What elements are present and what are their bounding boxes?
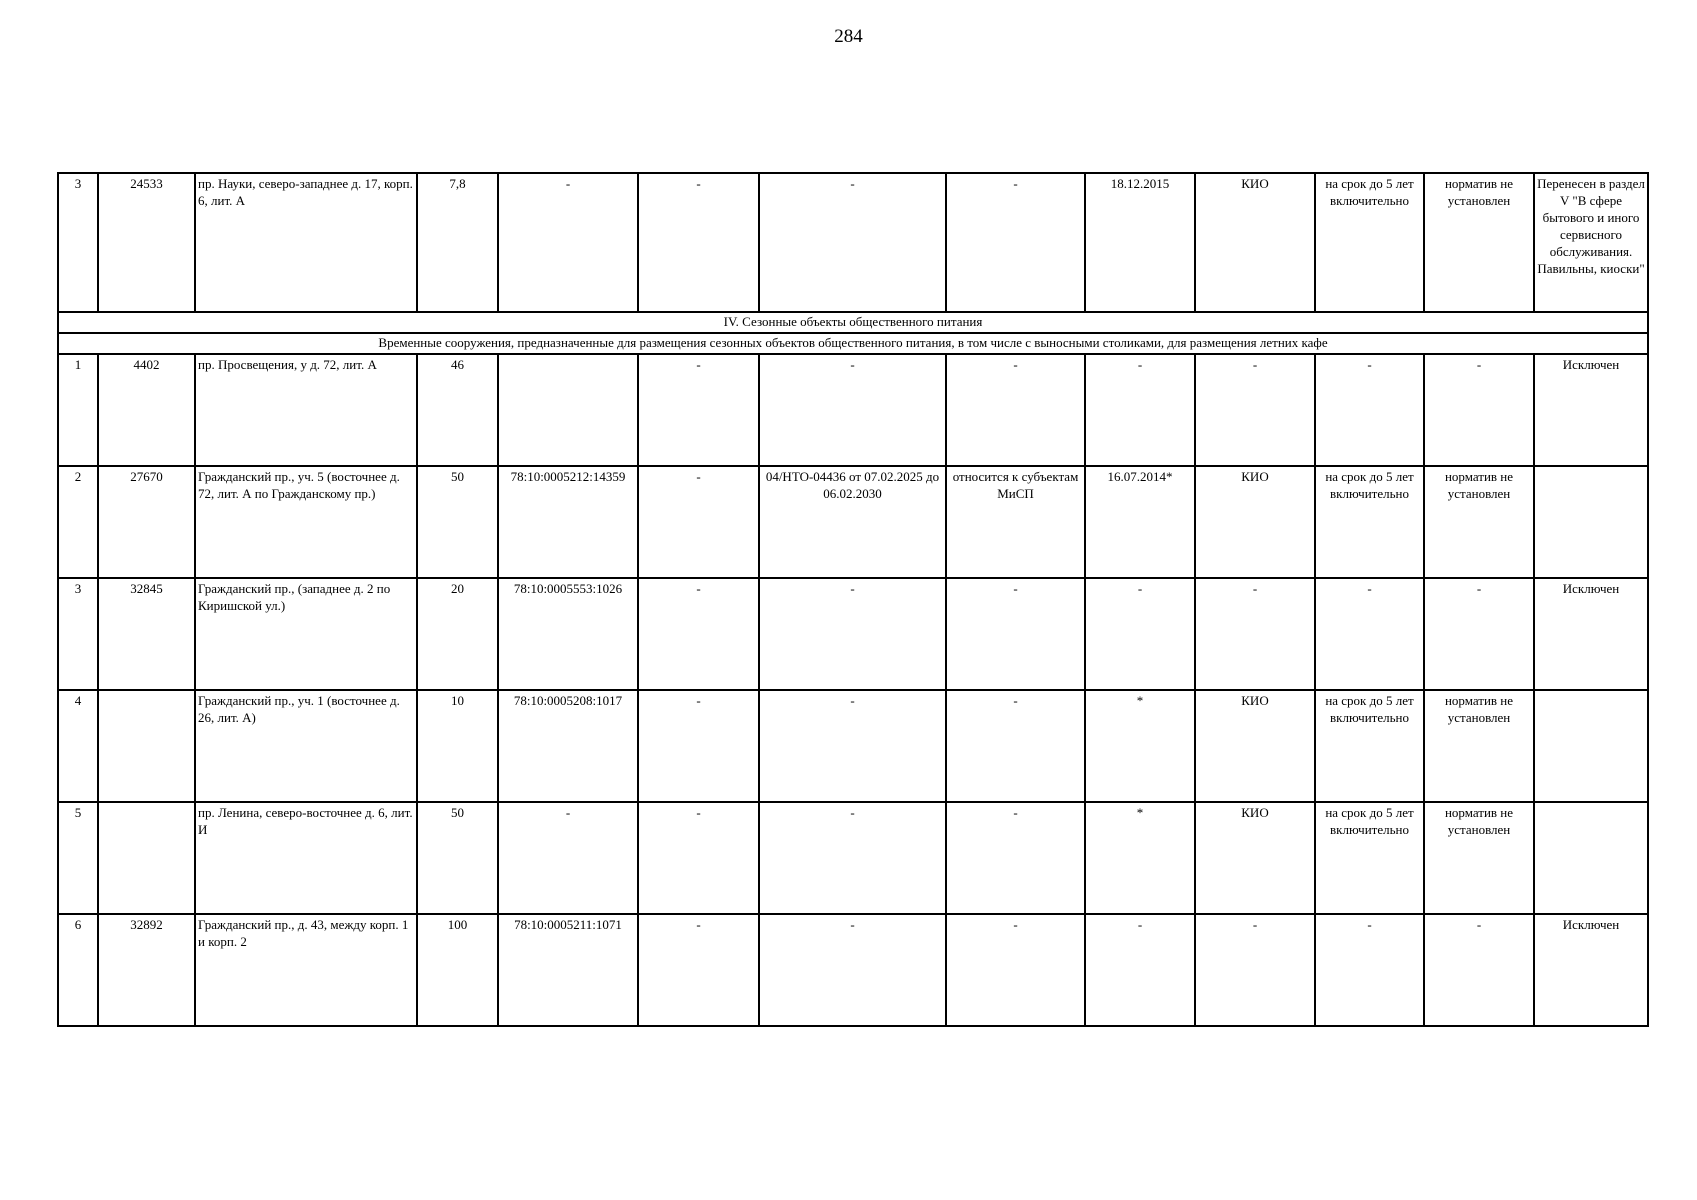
subsection-title: Временные сооружения, предназначенные для размещения сезонных объектов общественного питания, в том числе с выносными столиками, для размещения летних кафе (58, 333, 1648, 354)
placement-term: - (1315, 914, 1424, 1026)
row-note: Исключен (1534, 578, 1648, 690)
table-row (58, 578, 1648, 690)
inclusion-date: - (1085, 914, 1195, 1026)
table-row (58, 173, 1648, 312)
inclusion-date: 18.12.2015 (1085, 173, 1195, 312)
table-row (58, 466, 1648, 578)
row-number: 1 (58, 354, 98, 466)
contract-info: - (759, 914, 946, 1026)
row-note: Исключен (1534, 914, 1648, 1026)
norm-status: норматив не установлен (1424, 802, 1534, 914)
placement-term: на срок до 5 лет включительно (1315, 466, 1424, 578)
row-number: 4 (58, 690, 98, 802)
norm-status: - (1424, 354, 1534, 466)
norm-status: норматив не установлен (1424, 173, 1534, 312)
object-id: 24533 (98, 173, 195, 312)
cadastral-number: 78:10:0005212:14359 (498, 466, 638, 578)
contract-info: - (759, 690, 946, 802)
column-6-value: - (638, 690, 759, 802)
column-6-value: - (638, 578, 759, 690)
table-row (58, 690, 1648, 802)
inclusion-date: * (1085, 690, 1195, 802)
placement-term: - (1315, 354, 1424, 466)
contract-info: - (759, 173, 946, 312)
contract-info: - (759, 354, 946, 466)
object-area: 50 (417, 466, 498, 578)
cadastral-number: - (498, 802, 638, 914)
object-id: 4402 (98, 354, 195, 466)
cadastral-number: 78:10:0005211:1071 (498, 914, 638, 1026)
cadastral-number: 78:10:0005208:1017 (498, 690, 638, 802)
organization: КИО (1195, 466, 1315, 578)
object-area: 100 (417, 914, 498, 1026)
placement-term: на срок до 5 лет включительно (1315, 173, 1424, 312)
inclusion-date: - (1085, 354, 1195, 466)
row-number: 5 (58, 802, 98, 914)
row-note (1534, 802, 1648, 914)
object-id: 32845 (98, 578, 195, 690)
organization: КИО (1195, 802, 1315, 914)
object-area: 50 (417, 802, 498, 914)
organization: КИО (1195, 173, 1315, 312)
column-6-value: - (638, 914, 759, 1026)
inclusion-date: 16.07.2014* (1085, 466, 1195, 578)
column-6-value: - (638, 354, 759, 466)
contract-info: - (759, 802, 946, 914)
object-address: пр. Науки, северо-западнее д. 17, корп. 6, лит. А (195, 173, 417, 312)
smsp-status: - (946, 914, 1085, 1026)
row-number: 6 (58, 914, 98, 1026)
cadastral-number: 78:10:0005553:1026 (498, 578, 638, 690)
smsp-status: относится к субъектам МиСП (946, 466, 1085, 578)
row-note (1534, 690, 1648, 802)
registry-table (57, 172, 1649, 1027)
norm-status: - (1424, 914, 1534, 1026)
section-heading-row (58, 312, 1648, 333)
table-row (58, 354, 1648, 466)
object-address: Гражданский пр., уч. 5 (восточнее д. 72, лит. А по Гражданскому пр.) (195, 466, 417, 578)
table-row (58, 914, 1648, 1026)
smsp-status: - (946, 690, 1085, 802)
object-address: Гражданский пр., уч. 1 (восточнее д. 26, лит. А) (195, 690, 417, 802)
smsp-status: - (946, 354, 1085, 466)
object-area: 46 (417, 354, 498, 466)
placement-term: на срок до 5 лет включительно (1315, 802, 1424, 914)
organization: - (1195, 578, 1315, 690)
subsection-heading-row (58, 333, 1648, 354)
object-id: 32892 (98, 914, 195, 1026)
object-address: пр. Просвещения, у д. 72, лит. А (195, 354, 417, 466)
smsp-status: - (946, 578, 1085, 690)
organization: КИО (1195, 690, 1315, 802)
inclusion-date: - (1085, 578, 1195, 690)
object-id (98, 690, 195, 802)
organization: - (1195, 914, 1315, 1026)
norm-status: - (1424, 578, 1534, 690)
page-number: 284 (834, 26, 863, 47)
object-id (98, 802, 195, 914)
column-6-value: - (638, 802, 759, 914)
smsp-status: - (946, 802, 1085, 914)
cadastral-number: - (498, 173, 638, 312)
row-number: 2 (58, 466, 98, 578)
placement-term: - (1315, 578, 1424, 690)
object-id: 27670 (98, 466, 195, 578)
table-row (58, 802, 1648, 914)
smsp-status: - (946, 173, 1085, 312)
row-number: 3 (58, 173, 98, 312)
contract-info: 04/НТО-04436 от 07.02.2025 до 06.02.2030 (759, 466, 946, 578)
column-6-value: - (638, 466, 759, 578)
placement-term: на срок до 5 лет включительно (1315, 690, 1424, 802)
object-address: Гражданский пр., д. 43, между корп. 1 и корп. 2 (195, 914, 417, 1026)
row-note (1534, 466, 1648, 578)
object-address: Гражданский пр., (западнее д. 2 по Киришской ул.) (195, 578, 417, 690)
column-6-value: - (638, 173, 759, 312)
norm-status: норматив не установлен (1424, 466, 1534, 578)
object-area: 7,8 (417, 173, 498, 312)
object-area: 20 (417, 578, 498, 690)
section-title: IV. Сезонные объекты общественного питания (58, 312, 1648, 333)
object-address: пр. Ленина, северо-восточнее д. 6, лит. И (195, 802, 417, 914)
object-area: 10 (417, 690, 498, 802)
inclusion-date: * (1085, 802, 1195, 914)
organization: - (1195, 354, 1315, 466)
row-number: 3 (58, 578, 98, 690)
row-note: Перенесен в раздел V "В сфере бытового и иного сервисного обслуживания. Павильны, киоски" (1534, 173, 1648, 312)
norm-status: норматив не установлен (1424, 690, 1534, 802)
cadastral-number (498, 354, 638, 466)
row-note: Исключен (1534, 354, 1648, 466)
contract-info: - (759, 578, 946, 690)
